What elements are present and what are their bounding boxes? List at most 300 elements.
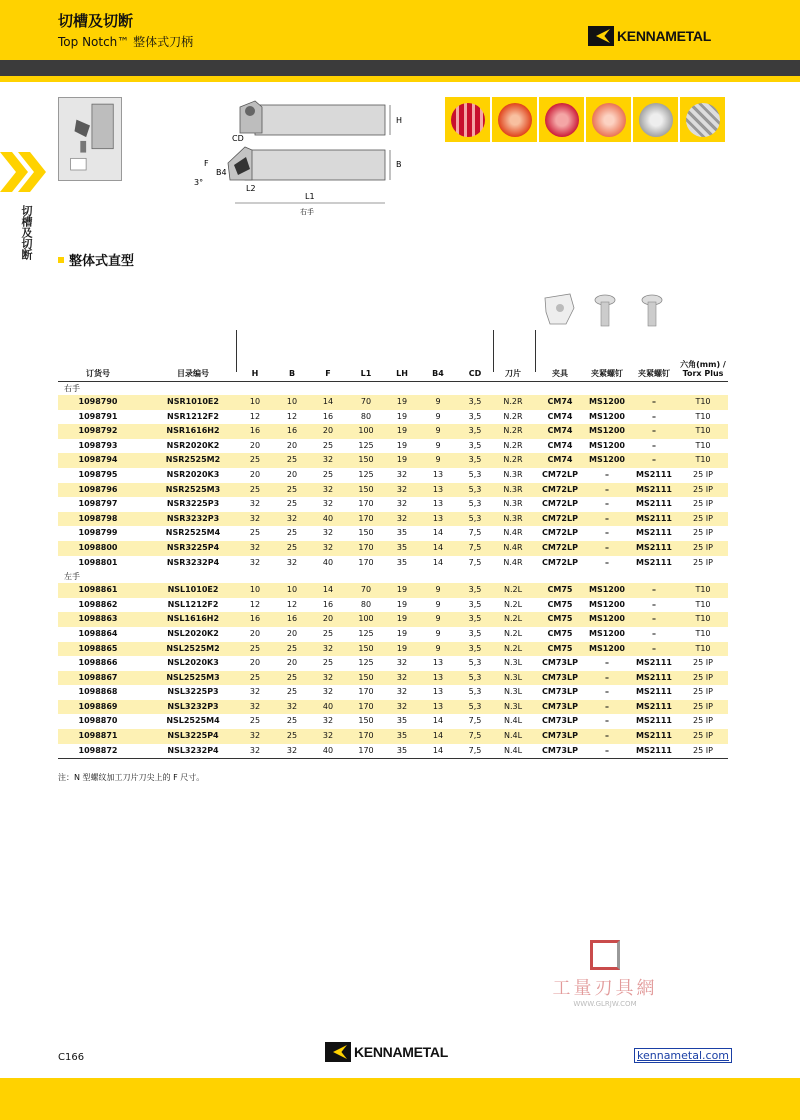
cell-lh: 32 <box>396 469 408 479</box>
cell-cd: 5,3 <box>468 469 482 479</box>
cell-order-no: 1098791 <box>78 411 118 421</box>
cell-order-no: 1098799 <box>78 528 118 538</box>
cell-clamp: CM73LP <box>542 731 578 741</box>
cell-clamp-screw-2: – <box>652 628 656 638</box>
cell-clamp: CM73LP <box>542 672 578 682</box>
cell-clamp: CM75 <box>547 628 573 638</box>
cell-clamp-screw-2: MS2111 <box>636 557 672 567</box>
cell-insert: N.2R <box>503 440 523 450</box>
cell-hex-torx: 25 IP <box>693 469 713 479</box>
cell-cd: 7,5 <box>468 557 482 567</box>
cell-hex-torx: 25 IP <box>693 716 713 726</box>
cell-l1: 150 <box>358 672 374 682</box>
cell-b: 25 <box>286 499 298 509</box>
cell-f: 25 <box>322 628 334 638</box>
cell-l1: 170 <box>358 731 374 741</box>
cell-hex-torx: 25 IP <box>693 745 713 755</box>
cell-b4: 9 <box>435 643 441 653</box>
cell-f: 25 <box>322 658 334 668</box>
cell-catalog-no: NSR3225P3 <box>166 499 220 509</box>
cell-l1: 170 <box>358 701 374 711</box>
cell-hex-torx: 25 IP <box>693 731 713 741</box>
cell-clamp-screw: MS1200 <box>589 397 625 406</box>
cell-hex-torx: 25 IP <box>693 499 713 509</box>
table-row <box>58 468 728 483</box>
cell-clamp-screw-2: – <box>652 397 656 406</box>
cell-l1: 170 <box>358 745 374 755</box>
cell-catalog-no: NSL3225P3 <box>167 687 219 697</box>
cell-h: 25 <box>249 455 261 465</box>
cell-hex-torx: 25 IP <box>693 687 713 697</box>
cell-clamp: CM72LP <box>542 513 578 523</box>
cell-clamp: CM74 <box>547 440 573 450</box>
cell-l1: 150 <box>358 643 374 653</box>
table-row <box>58 483 728 498</box>
cell-cd: 3,5 <box>468 440 482 450</box>
cell-b: 12 <box>286 411 298 421</box>
cell-cd: 3,5 <box>468 643 482 653</box>
header-lh: LH <box>396 369 408 378</box>
cell-h: 25 <box>249 484 261 494</box>
cell-insert: N.3R <box>503 499 523 509</box>
cell-h: 32 <box>249 731 261 741</box>
cell-b4: 9 <box>435 440 441 450</box>
hardware-icons <box>540 290 670 335</box>
brand-logo <box>588 26 711 46</box>
cell-clamp-screw-2: MS2111 <box>636 513 672 523</box>
cell-l1: 150 <box>358 484 374 494</box>
cell-catalog-no: NSL2020K3 <box>167 658 219 668</box>
cell-l1: 170 <box>358 557 374 567</box>
cell-l1: 125 <box>358 628 374 638</box>
cell-clamp-screw-2: – <box>652 426 656 436</box>
cell-h: 32 <box>249 745 261 755</box>
cell-hex-torx: T10 <box>695 455 711 465</box>
application-icons <box>445 97 725 142</box>
internal-grooving-icon <box>633 97 678 142</box>
group-label: 左手 <box>64 572 80 582</box>
cell-b4: 9 <box>435 455 441 465</box>
cell-clamp-screw-2: MS2111 <box>636 672 672 682</box>
cell-f: 40 <box>322 557 334 567</box>
cell-order-no: 1098798 <box>78 513 118 523</box>
cell-clamp-screw-2: – <box>652 411 656 421</box>
cell-insert: N.4L <box>503 745 523 755</box>
cell-clamp-screw-2: MS2111 <box>636 658 672 668</box>
cell-insert: N.2R <box>503 455 523 465</box>
cell-clamp-screw: – <box>605 731 609 741</box>
cell-lh: 19 <box>396 397 408 406</box>
cell-f: 16 <box>322 599 334 609</box>
cell-b: 32 <box>286 701 298 711</box>
cell-b: 20 <box>286 658 298 668</box>
cell-b4: 14 <box>432 557 444 567</box>
table-row <box>58 453 728 468</box>
cell-lh: 19 <box>396 614 408 624</box>
cell-order-no: 1098864 <box>78 628 118 638</box>
cell-lh: 35 <box>396 731 408 741</box>
side-tab-label: 切槽及切断 <box>20 205 33 260</box>
cell-lh: 35 <box>396 542 408 552</box>
cell-f: 32 <box>322 455 334 465</box>
cell-order-no: 1098872 <box>78 745 118 755</box>
cell-clamp-screw: – <box>605 557 609 567</box>
cell-hex-torx: T10 <box>695 599 711 609</box>
cell-clamp: CM72LP <box>542 557 578 567</box>
clamp-icon <box>545 294 574 324</box>
cell-l1: 150 <box>358 716 374 726</box>
table-row <box>58 410 728 425</box>
cell-b4: 14 <box>432 528 444 538</box>
cell-clamp-screw-2: MS2111 <box>636 542 672 552</box>
table-row <box>58 700 728 715</box>
cell-h: 20 <box>249 440 261 450</box>
cell-clamp: CM72LP <box>542 499 578 509</box>
cell-order-no: 1098792 <box>78 426 118 436</box>
cell-l1: 100 <box>358 426 374 436</box>
cell-b: 25 <box>286 716 298 726</box>
footnote: 注：N 型螺纹加工刀片刀尖上的 F 尺寸。 <box>58 773 205 782</box>
cell-order-no: 1098871 <box>78 731 118 741</box>
cell-clamp: CM75 <box>547 585 573 595</box>
tool-thumbnail-diagram <box>58 97 122 181</box>
cell-clamp: CM73LP <box>542 658 578 668</box>
cell-b4: 9 <box>435 397 441 406</box>
cell-cd: 5,3 <box>468 499 482 509</box>
kennametal-k-icon <box>325 1042 351 1062</box>
cell-b: 16 <box>286 426 298 436</box>
cell-clamp: CM72LP <box>542 542 578 552</box>
table-row <box>58 526 728 541</box>
cell-b4: 13 <box>432 687 444 697</box>
table-bottom-rule <box>58 758 728 759</box>
cell-hex-torx: T10 <box>695 628 711 638</box>
cell-order-no: 1098797 <box>78 499 118 509</box>
cell-insert: N.3L <box>503 687 523 697</box>
header-dark-bar <box>0 60 800 76</box>
cell-b4: 13 <box>432 672 444 682</box>
cell-f: 25 <box>322 469 334 479</box>
cell-l1: 100 <box>358 614 374 624</box>
cell-clamp-screw-2: – <box>652 585 656 595</box>
cell-lh: 32 <box>396 513 408 523</box>
cell-cd: 7,5 <box>468 542 482 552</box>
cell-f: 20 <box>322 426 334 436</box>
cell-l1: 170 <box>358 513 374 523</box>
table-row <box>58 512 728 527</box>
cell-cd: 3,5 <box>468 455 482 465</box>
cell-cd: 5,3 <box>468 672 482 682</box>
cell-lh: 35 <box>396 528 408 538</box>
cell-b4: 13 <box>432 658 444 668</box>
grooving-icon <box>492 97 537 142</box>
profiling-icon <box>539 97 584 142</box>
product-table <box>58 330 728 759</box>
cell-hex-torx: T10 <box>695 397 711 406</box>
cell-lh: 32 <box>396 672 408 682</box>
cell-hex-torx: T10 <box>695 614 711 624</box>
cell-catalog-no: NSR2525M3 <box>165 484 221 494</box>
cell-lh: 35 <box>396 557 408 567</box>
cell-cd: 5,3 <box>468 658 482 668</box>
cell-insert: N.4L <box>503 731 523 741</box>
cell-order-no: 1098795 <box>78 469 118 479</box>
cell-f: 40 <box>322 701 334 711</box>
cell-insert: N.3R <box>503 513 523 523</box>
cell-clamp-screw: MS1200 <box>589 411 625 421</box>
cell-b4: 13 <box>432 484 444 494</box>
cell-h: 16 <box>249 426 261 436</box>
cell-l1: 70 <box>360 397 372 406</box>
cell-b: 25 <box>286 672 298 682</box>
cell-clamp: CM72LP <box>542 469 578 479</box>
cell-hex-torx: 25 IP <box>693 528 713 538</box>
cell-clamp-screw: – <box>605 542 609 552</box>
threading-icon <box>445 97 490 142</box>
cell-order-no: 1098869 <box>78 701 118 711</box>
cell-clamp: CM73LP <box>542 716 578 726</box>
cell-l1: 150 <box>358 528 374 538</box>
cell-clamp: CM72LP <box>542 484 578 494</box>
cell-h: 20 <box>249 628 261 638</box>
cell-insert: N.2L <box>503 585 523 595</box>
footer-logo <box>325 1042 448 1062</box>
cell-cd: 7,5 <box>468 528 482 538</box>
cell-insert: N.4R <box>503 557 523 567</box>
cell-lh: 19 <box>396 599 408 609</box>
cell-clamp-screw-2: MS2111 <box>636 745 672 755</box>
cell-f: 32 <box>322 687 334 697</box>
header-catalog-no: 目录编号 <box>177 369 209 378</box>
table-row <box>58 583 728 598</box>
cell-l1: 170 <box>358 542 374 552</box>
cell-clamp: CM74 <box>547 411 573 421</box>
header-accent-bar <box>0 76 800 82</box>
cell-catalog-no: NSR1010E2 <box>167 397 219 406</box>
cell-order-no: 1098793 <box>78 440 118 450</box>
cell-b: 12 <box>286 599 298 609</box>
header-hex-torx: 六角(mm) / Torx Plus <box>680 360 726 378</box>
footer-brand-name: KENNAMETAL <box>354 1044 448 1060</box>
cell-hex-torx: 25 IP <box>693 701 713 711</box>
cell-b4: 13 <box>432 701 444 711</box>
cell-catalog-no: NSR2525M2 <box>165 455 221 465</box>
table-row <box>58 612 728 627</box>
cell-l1: 80 <box>360 599 372 609</box>
cell-b: 25 <box>286 731 298 741</box>
cell-cd: 3,5 <box>468 599 482 609</box>
cell-order-no: 1098801 <box>78 557 118 567</box>
cell-hex-torx: 25 IP <box>693 542 713 552</box>
brand-name: KENNAMETAL <box>617 28 711 44</box>
cell-insert: N.2R <box>503 397 523 406</box>
cell-lh: 19 <box>396 411 408 421</box>
header-order-no: 订货号 <box>86 369 110 378</box>
cell-f: 14 <box>322 585 334 595</box>
cell-lh: 32 <box>396 701 408 711</box>
cell-hex-torx: 25 IP <box>693 513 713 523</box>
group-label-row <box>58 570 728 583</box>
cell-b: 25 <box>286 528 298 538</box>
cell-clamp-screw-2: MS2111 <box>636 469 672 479</box>
cell-clamp-screw: – <box>605 745 609 755</box>
cell-clamp-screw: – <box>605 484 609 494</box>
cell-b4: 14 <box>432 745 444 755</box>
cell-cd: 3,5 <box>468 397 482 406</box>
cell-hex-torx: T10 <box>695 585 711 595</box>
cell-catalog-no: NSL3225P4 <box>167 731 219 741</box>
cell-hex-torx: 25 IP <box>693 658 713 668</box>
cell-catalog-no: NSL1010E2 <box>167 585 219 595</box>
cell-b4: 9 <box>435 628 441 638</box>
cell-order-no: 1098868 <box>78 687 118 697</box>
cell-clamp-screw: MS1200 <box>589 440 625 450</box>
cell-b: 32 <box>286 745 298 755</box>
cell-clamp-screw: – <box>605 469 609 479</box>
cell-clamp-screw-2: MS2111 <box>636 701 672 711</box>
cell-insert: N.3L <box>503 701 523 711</box>
cell-lh: 19 <box>396 643 408 653</box>
cell-h: 25 <box>249 716 261 726</box>
header-b: B <box>288 369 296 378</box>
cell-b4: 14 <box>432 716 444 726</box>
header-band <box>0 0 800 60</box>
cell-h: 25 <box>249 672 261 682</box>
cell-cd: 7,5 <box>468 716 482 726</box>
cell-clamp: CM75 <box>547 643 573 653</box>
cell-h: 32 <box>249 513 261 523</box>
cell-b: 20 <box>286 628 298 638</box>
cell-lh: 19 <box>396 628 408 638</box>
cell-clamp-screw: – <box>605 672 609 682</box>
cell-f: 32 <box>322 499 334 509</box>
cell-clamp-screw-2: – <box>652 599 656 609</box>
watermark-url: WWW.GLRJW.COM <box>573 1000 637 1008</box>
table-row <box>58 744 728 759</box>
cell-h: 32 <box>249 542 261 552</box>
cell-order-no: 1098865 <box>78 643 118 653</box>
cell-clamp: CM72LP <box>542 528 578 538</box>
clamp-screw-2-icon <box>642 295 662 326</box>
cell-h: 32 <box>249 557 261 567</box>
cell-b: 25 <box>286 643 298 653</box>
cell-catalog-no: NSL2525M2 <box>166 643 220 653</box>
cell-order-no: 1098796 <box>78 484 118 494</box>
cell-b: 20 <box>286 440 298 450</box>
cell-lh: 32 <box>396 658 408 668</box>
cell-clamp: CM74 <box>547 426 573 436</box>
cell-insert: N.2R <box>503 426 523 436</box>
cell-insert: N.3L <box>503 672 523 682</box>
cell-hex-torx: T10 <box>695 643 711 653</box>
cell-clamp-screw: MS1200 <box>589 426 625 436</box>
watermark-text: 工量刃具網 <box>552 978 658 999</box>
table-row <box>58 685 728 700</box>
cell-catalog-no: NSL3232P3 <box>167 701 219 711</box>
cell-cd: 5,3 <box>468 513 482 523</box>
table-row <box>58 627 728 642</box>
cell-clamp-screw: – <box>605 716 609 726</box>
cell-cd: 3,5 <box>468 628 482 638</box>
table-row <box>58 671 728 686</box>
cell-catalog-no: NSL2525M4 <box>166 716 220 726</box>
cell-lh: 35 <box>396 745 408 755</box>
cell-h: 12 <box>249 599 261 609</box>
cell-order-no: 1098800 <box>78 542 118 552</box>
cell-l1: 125 <box>358 469 374 479</box>
cell-hex-torx: T10 <box>695 440 711 450</box>
page-number: C166 <box>58 1052 85 1063</box>
cell-f: 32 <box>322 731 334 741</box>
cell-lh: 19 <box>396 440 408 450</box>
header-clamp-screw-2: 夹紧螺钉 <box>638 369 670 378</box>
cell-h: 16 <box>249 614 261 624</box>
cell-f: 20 <box>322 614 334 624</box>
cell-hex-torx: 25 IP <box>693 557 713 567</box>
table-row <box>58 541 728 556</box>
cell-b4: 14 <box>432 542 444 552</box>
cell-insert: N.3R <box>503 484 523 494</box>
table-row <box>58 395 728 410</box>
cell-clamp-screw: MS1200 <box>589 628 625 638</box>
cell-insert: N.2L <box>503 643 523 653</box>
cell-clamp-screw-2: MS2111 <box>636 687 672 697</box>
group-label: 右手 <box>64 384 80 393</box>
header-insert: 刀片 <box>505 369 521 378</box>
cell-h: 12 <box>249 411 261 421</box>
header-cd: CD <box>468 369 482 378</box>
cell-insert: N.4R <box>503 528 523 538</box>
cell-catalog-no: NSR2020K2 <box>166 440 220 450</box>
cell-catalog-no: NSR1616H2 <box>166 426 220 436</box>
cell-b: 32 <box>286 513 298 523</box>
cell-order-no: 1098794 <box>78 455 118 465</box>
table-row <box>58 424 728 439</box>
cell-hex-torx: 25 IP <box>693 484 713 494</box>
cell-clamp-screw: MS1200 <box>589 614 625 624</box>
cell-clamp-screw-2: MS2111 <box>636 484 672 494</box>
cell-b: 32 <box>286 557 298 567</box>
cell-catalog-no: NSL1212F2 <box>167 599 219 609</box>
cell-clamp-screw: – <box>605 528 609 538</box>
header-clamp: 夹具 <box>552 369 568 378</box>
cell-clamp-screw: MS1200 <box>589 585 625 595</box>
cell-insert: N.4L <box>503 716 523 726</box>
holder-dimension-drawing <box>190 95 420 220</box>
cell-cd: 3,5 <box>468 585 482 595</box>
cell-clamp-screw: – <box>605 701 609 711</box>
cell-order-no: 1098866 <box>78 658 118 668</box>
cell-lh: 35 <box>396 716 408 726</box>
cell-hex-torx: 25 IP <box>693 672 713 682</box>
cell-l1: 80 <box>360 411 372 421</box>
header-b4: B4 <box>432 369 444 378</box>
website-link[interactable]: kennametal.com <box>634 1048 732 1063</box>
cell-b4: 9 <box>435 426 441 436</box>
page-title: 切槽及切断 <box>58 12 134 30</box>
cell-clamp: CM74 <box>547 455 573 465</box>
cell-insert: N.2L <box>503 599 523 609</box>
cell-clamp-screw: – <box>605 513 609 523</box>
dim-l1-label: L1 <box>305 192 315 201</box>
cell-cd: 5,3 <box>468 687 482 697</box>
cell-h: 32 <box>249 499 261 509</box>
cell-b4: 9 <box>435 411 441 421</box>
cell-catalog-no: NSL2020K2 <box>167 628 219 638</box>
cell-b: 10 <box>286 585 298 595</box>
dim-cd-label: CD <box>232 134 244 143</box>
watermark <box>530 940 680 1020</box>
